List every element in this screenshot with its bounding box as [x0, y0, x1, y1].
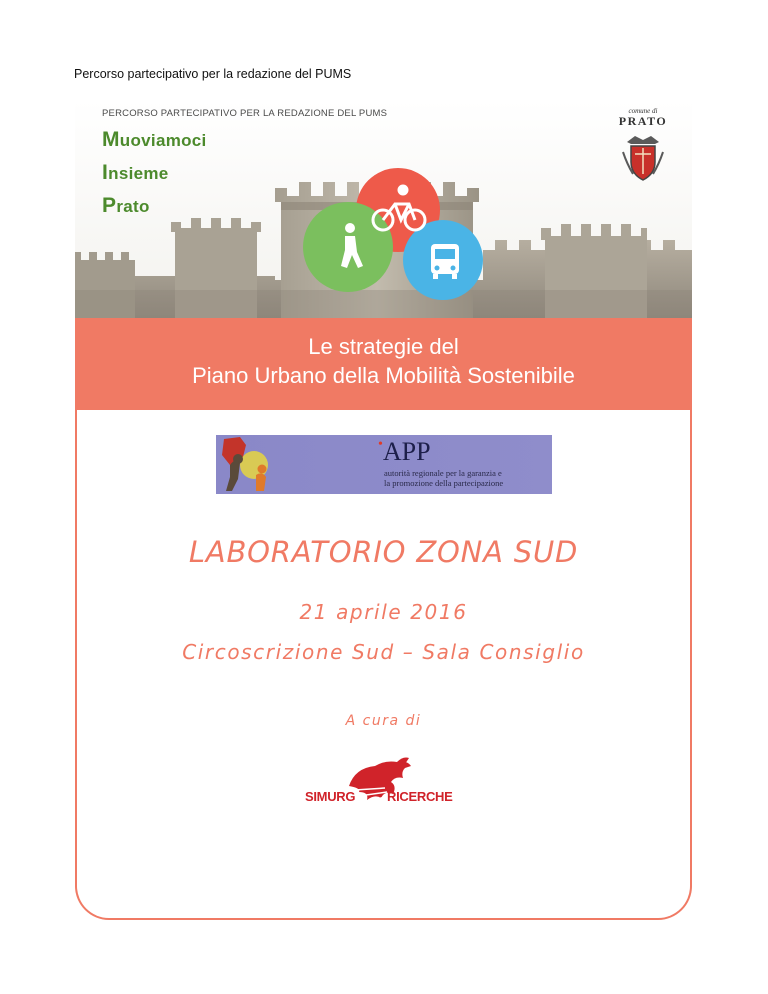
hero-title-insieme: Insieme [102, 161, 169, 184]
bus-icon [431, 244, 459, 279]
simurg-logo [305, 756, 465, 814]
cura-label: A cura di [345, 713, 422, 729]
hero-image [75, 100, 692, 410]
title-banner [75, 318, 692, 410]
prato-crest-icon [621, 134, 665, 184]
ricerche-text: RICERCHE [387, 789, 453, 804]
hero-top-text: PERCORSO PARTECIPATIVO PER LA REDAZIONE DEL PUMS [102, 108, 388, 119]
hero-title-prato: Prato [102, 194, 150, 217]
banner-line-1: Le strategie del [308, 334, 459, 359]
app-name: •APP [378, 437, 431, 466]
banner-line-2: Piano Urbano della Mobilità Sostenibile [192, 363, 575, 388]
app-logo [216, 435, 552, 494]
comune-label: comune di [628, 107, 658, 115]
app-figures-icon [216, 435, 286, 494]
page-header: Percorso partecipativo per la redazione del PUMS [74, 67, 352, 81]
simurg-text: SIMURG [305, 789, 356, 804]
hero-title-muoviamoci: Muoviamoci [102, 128, 207, 151]
comune-name: PRATO [618, 114, 668, 128]
app-subtitle: autorità regionale per la garanzia e la promozione della partecipazione [384, 468, 504, 488]
event-date: 21 aprile 2016 [299, 600, 468, 624]
mobility-icons [295, 162, 515, 312]
event-place: Circoscrizione Sud – Sala Consiglio [182, 640, 585, 664]
main-title: LABORATORIO ZONA SUD [188, 535, 579, 569]
